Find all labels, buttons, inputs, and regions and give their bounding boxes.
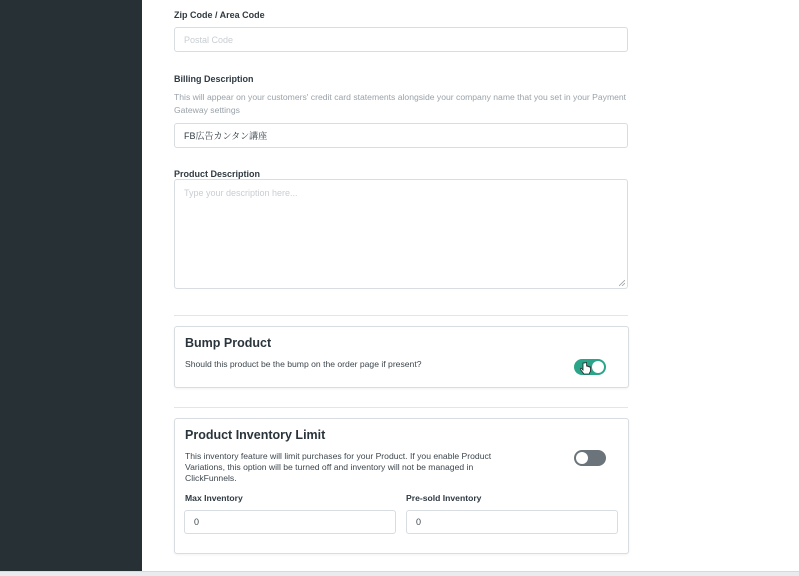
left-sidebar [0,0,142,571]
billing-description-help: This will appear on your customers' credit card statements alongside your company name that you set in your Payment Gateway settings [174,92,627,115]
inventory-limit-toggle[interactable] [574,450,606,466]
section-divider [174,315,628,316]
bottom-scrollbar[interactable] [0,571,799,576]
presold-inventory-input[interactable] [406,510,618,534]
bump-product-text: Should this product be the bump on the order page if present? [185,359,422,369]
billing-description-value: FB広告カンタン講座 [184,131,268,141]
product-description-label: Product Description [174,169,261,179]
billing-description-label: Billing Description [174,74,254,84]
inventory-limit-text: This inventory feature will limit purchases for your Product. If you enable Product Variations, this option will be turned off and inventory will not be managed in ClickFunnels. [185,451,492,483]
bump-product-card [174,326,629,388]
max-inventory-value: 0 [194,517,200,527]
presold-inventory-value: 0 [416,517,422,527]
zip-code-input[interactable] [174,27,628,52]
max-inventory-input[interactable] [184,510,396,534]
presold-inventory-label: Pre-sold Inventory [406,493,482,503]
product-description-placeholder: Type your description here... [184,188,298,198]
toggle-knob [592,361,604,373]
product-description-textarea[interactable] [174,179,628,289]
inventory-limit-title: Product Inventory Limit [185,428,326,442]
section-divider [174,407,628,408]
toggle-knob [576,452,588,464]
max-inventory-label: Max Inventory [185,493,243,503]
billing-description-input[interactable] [174,123,628,148]
zip-code-placeholder: Postal Code [184,34,234,45]
inventory-limit-card [174,418,629,554]
bump-product-title: Bump Product [185,336,272,350]
hand-cursor-icon [580,362,592,376]
zip-code-label: Zip Code / Area Code [174,10,265,20]
resize-grip-icon[interactable] [619,280,625,286]
